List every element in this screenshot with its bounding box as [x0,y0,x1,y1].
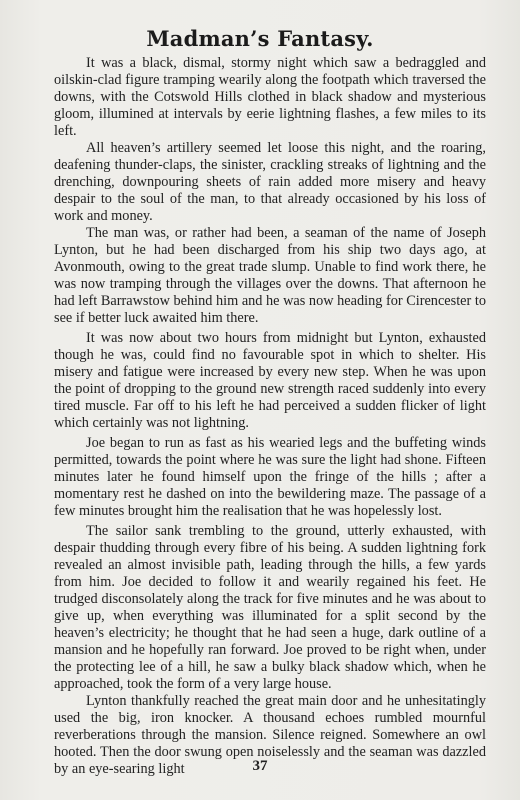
paragraph-5: Joe began to run as fast as his wearied legs and the buffeting winds permitted, towards the point where he was sure the light had shone. Fifteen minutes later he found himself upon the fringe of the hills ; after a momentary rest he dashed on into the bewildering maze. The passage of a few minutes brought him the realisation that he was hopelessly lost. [54,435,486,519]
page-number: 37 [252,758,268,774]
paragraph-1: It was a black, dismal, stormy night which saw a bedraggled and oilskin-clad figure tramping wearily along the footpath which traversed the downs, with the Cotswold Hills clothed in black shadow and mysterious gloom, illumined at intervals by eerie lightning flashes, a few miles to its left. [54,55,486,139]
paragraph-4: It was now about two hours from midnight but Lynton, exhausted though he was, could find no favourable spot in which to shelter. His misery and fatigue were increased by every new step. When he was upon the point of dropping to the ground new strength raced suddenly into every tired muscle. Far off to his left he had perceived a sudden flicker of light which certainly was not lightning. [54,330,486,431]
paragraph-3: The man was, or rather had been, a seaman of the name of Joseph Lynton, but he had been discharged from his ship two days ago, at Avonmouth, owing to the great trade slump. Unable to find work there, he was now tramping through the villages over the downs. That afternoon he had left Barrawstow behind him and he was now heading for Cirencester to see if better luck awaited him there. [54,225,486,326]
paragraph-2: All heaven’s artillery seemed let loose this night, and the roaring, deafening thunder-claps, the sinister, crackling streaks of lightning and the drenching, downpouring sheets of rain added more misery and heavy despair to the soul of the man, to that already occasioned by his loss of work and money. [54,140,486,224]
paragraph-6: The sailor sank trembling to the ground, utterly exhausted, with despair thudding through every fibre of his being. A sudden lightning fork revealed an almost invisible path, leading through the hills, a few yards from him. Joe decided to follow it and wearily regained his feet. He trudged disconsolately along the track for five minutes and he was about to give up, when everything was illuminated for a split second by the heaven’s electricity; he thought that he had seen a huge, dark outline of a mansion and he hopefully ran forward. Joe proved to be right when, under the protecting lee of a hill, he saw a bulky black shadow which, when he approached, took the form of a very large house. [54,523,486,692]
story-body [54,55,486,778]
page-title: Madman’s Fantasy. [146,26,374,51]
paragraph-7: Lynton thankfully reached the great main door and he unhesitatingly used the big, iron knocker. A thousand echoes rumbled mournful reverberations through the mansion. Silence reigned. Somewhere an owl hooted. Then the door swung open noiselessly and the seaman was dazzled by an eye-searing light [54,693,486,777]
